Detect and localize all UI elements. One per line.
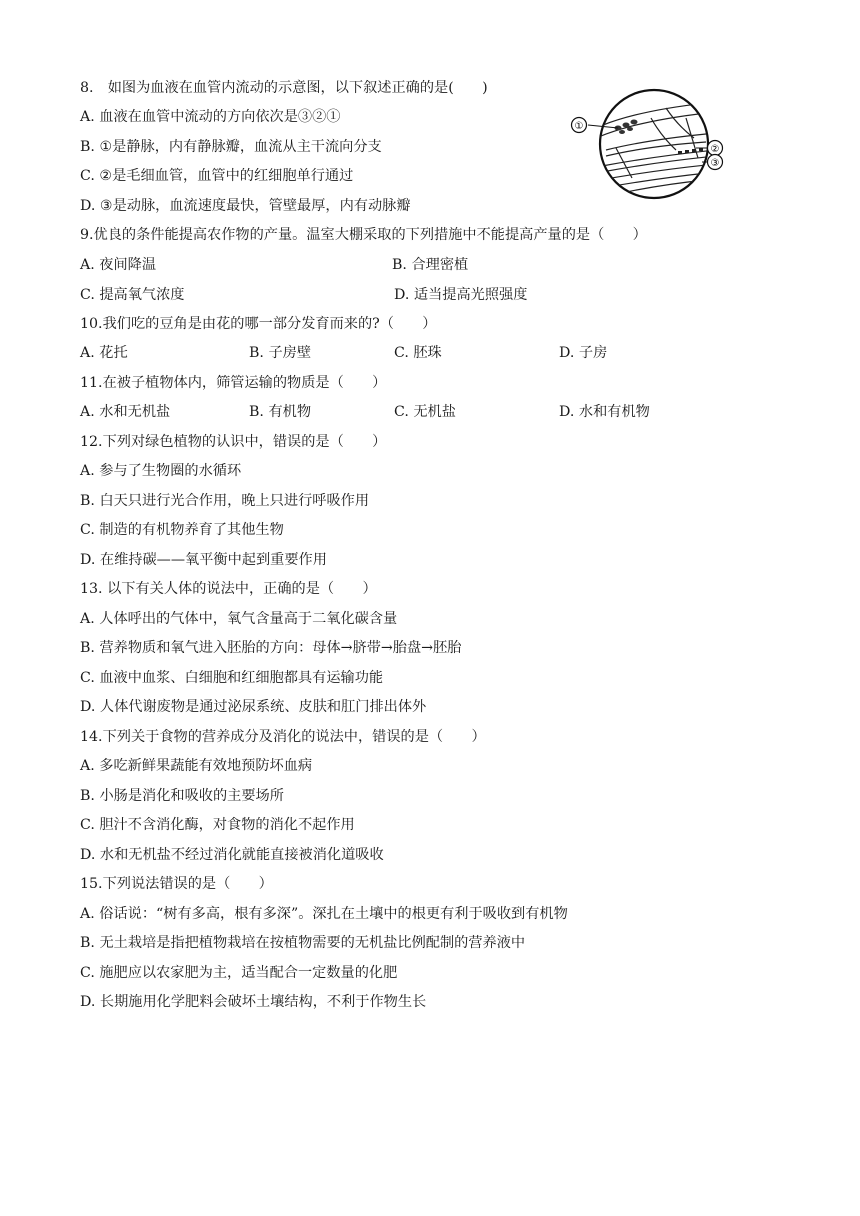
question-13-option-d: D. 人体代谢废物是通过泌尿系统、皮肤和肛门排出体外: [80, 699, 427, 715]
question-14-option-d: D. 水和无机盐不经过消化就能直接被消化道吸收: [80, 847, 384, 863]
question-13-option-b: B. 营养物质和氧气进入胚胎的方向：母体→脐带→胎盘→胚胎: [80, 640, 462, 656]
question-14-option-b: B. 小肠是消化和吸收的主要场所: [80, 788, 284, 804]
question-8-stem: 8. 如图为血液在血管内流动的示意图，以下叙述正确的是( ): [80, 80, 488, 96]
question-13-option-a: A. 人体呼出的气体中，氧气含量高于二氧化碳含量: [80, 611, 398, 627]
question-14-stem: 14.下列关于食物的营养成分及消化的说法中，错误的是（ ）: [80, 729, 486, 745]
question-11-option-a: A. 水和无机盐: [80, 404, 171, 420]
question-15-option-a: A. 俗话说：“树有多高，根有多深”。深扎在土壤中的根更有利于吸收到有机物: [80, 906, 568, 922]
question-14-option-c: C. 胆汁不含消化酶，对食物的消化不起作用: [80, 817, 355, 833]
figure-label-1: ①: [574, 121, 584, 132]
question-9-option-a: A. 夜间降温: [80, 257, 157, 273]
question-11-option-b: B. 有机物: [249, 404, 312, 420]
question-15-option-c: C. 施肥应以农家肥为主，适当配合一定数量的化肥: [80, 965, 398, 981]
question-10-option-d: D. 子房: [559, 345, 608, 361]
figure-label-2: ②: [710, 144, 720, 155]
question-8-option-b: B. ①是静脉，内有静脉瓣，血流从主干流向分支: [80, 139, 382, 155]
blood-vessel-diagram: [566, 88, 726, 200]
question-15-option-d: D. 长期施用化学肥料会破坏土壤结构，不利于作物生长: [80, 994, 427, 1010]
question-12-option-b: B. 白天只进行光合作用，晚上只进行呼吸作用: [80, 493, 370, 509]
question-12-stem: 12.下列对绿色植物的认识中，错误的是（ ）: [80, 434, 387, 450]
question-9-stem: 9.优良的条件能提高农作物的产量。温室大棚采取的下列措施中不能提高产量的是（ ）: [80, 227, 647, 243]
figure-label-3: ③: [710, 158, 720, 169]
question-15-option-b: B. 无土栽培是指把植物栽培在按植物需要的无机盐比例配制的营养液中: [80, 935, 526, 951]
question-8-option-c: C. ②是毛细血管，血管中的红细胞单行通过: [80, 168, 354, 184]
question-8-option-a: A. 血液在血管中流动的方向依次是③②①: [80, 109, 341, 125]
question-12-option-a: A. 参与了生物圈的水循环: [80, 463, 242, 479]
question-10-option-b: B. 子房壁: [249, 345, 312, 361]
question-13-stem: 13. 以下有关人体的说法中，正确的是（ ）: [80, 581, 377, 597]
question-9-option-c: C. 提高氧气浓度: [80, 287, 185, 303]
question-10-option-a: A. 花托: [80, 345, 128, 361]
question-12-option-c: C. 制造的有机物养育了其他生物: [80, 522, 284, 538]
question-8-option-d: D. ③是动脉，血流速度最快，管壁最厚，内有动脉瓣: [80, 198, 411, 214]
question-11-option-c: C. 无机盐: [394, 404, 456, 420]
question-10-stem: 10.我们吃的豆角是由花的哪一部分发育而来的?（ ）: [80, 316, 437, 332]
question-11-stem: 11.在被子植物体内，筛管运输的物质是（ ）: [80, 375, 387, 391]
question-9-option-b: B. 合理密植: [392, 257, 469, 273]
question-13-option-c: C. 血液中血浆、白细胞和红细胞都具有运输功能: [80, 670, 384, 686]
question-10-option-c: C. 胚珠: [394, 345, 442, 361]
question-14-option-a: A. 多吃新鲜果蔬能有效地预防坏血病: [80, 758, 313, 774]
question-11-option-d: D. 水和有机物: [559, 404, 650, 420]
question-12-option-d: D. 在维持碳——氧平衡中起到重要作用: [80, 552, 327, 568]
question-9-option-d: D. 适当提高光照强度: [394, 287, 528, 303]
question-15-stem: 15.下列说法错误的是（ ）: [80, 876, 273, 892]
